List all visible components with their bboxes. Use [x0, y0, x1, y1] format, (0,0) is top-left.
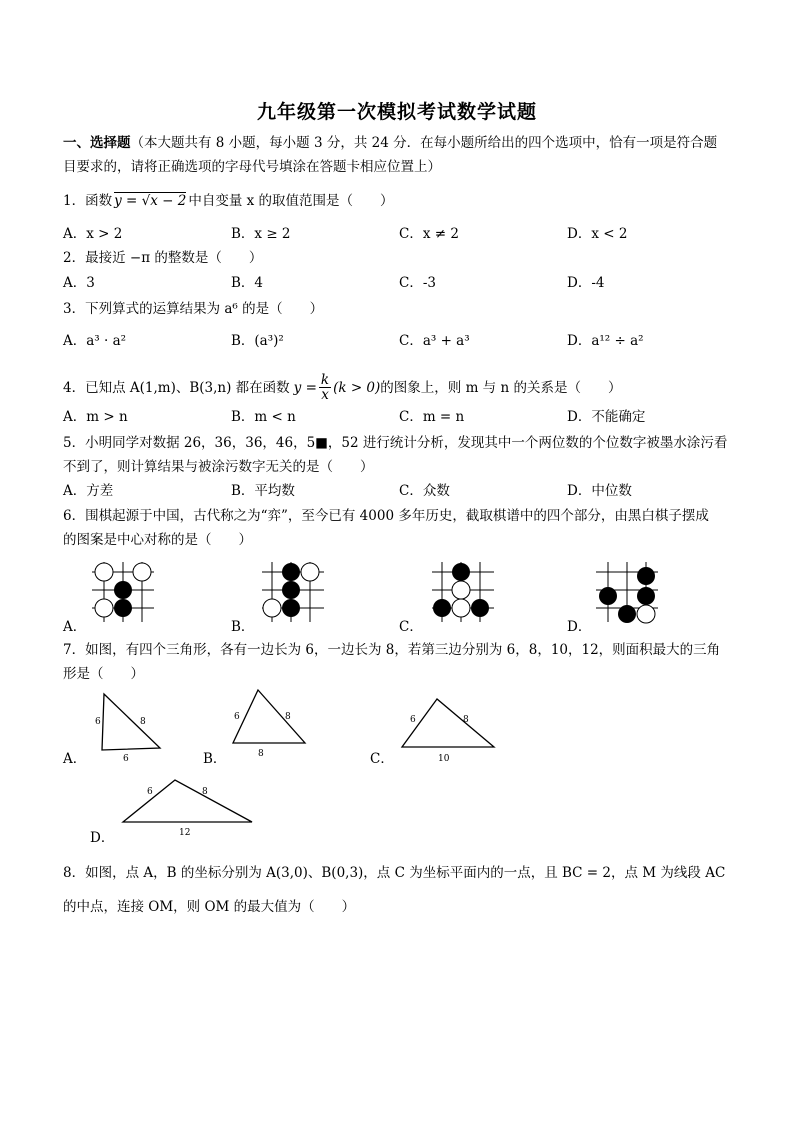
q4-formula-tail: (k > 0)	[333, 379, 381, 396]
q2-option-a: A．3	[63, 275, 95, 291]
question-8-line2: 的中点，连接 OM，则 OM 的最大值为（ ）	[63, 899, 356, 915]
section-intro-line1: （本大题共有 8 小题，每小题 3 分，共 24 分．在每小题所给出的四个选项中，恰有一项是符合题	[130, 135, 718, 151]
question-2: 2．最接近 −π 的整数是（ ）	[63, 250, 263, 266]
q6-option-a: A．	[63, 619, 87, 635]
triangle-c-left-label: 6	[410, 715, 416, 725]
q5-option-a: A．方差	[63, 483, 114, 499]
go-board-c	[428, 560, 498, 624]
q6-option-d: D．	[567, 619, 592, 635]
q7-option-c: C．	[370, 751, 394, 767]
question-3: 3．下列算式的运算结果为 a⁶ 的是（ ）	[63, 301, 324, 317]
q3-option-b: B．(a³)²	[231, 333, 284, 349]
question-5-line1: 5．小明同学对数据 26，36，36，46，5■，52 进行统计分析，发现其中一个两位数的个位数字被墨水涂污看	[63, 435, 728, 451]
question-7-line1: 7．如图，有四个三角形，各有一边长为 6，一边长为 8，若第三边分别为 6，8，10，12，则面积最大的三角	[63, 642, 721, 658]
q4-option-c: C．m = n	[399, 409, 465, 425]
q3-option-c: C．a³ + a³	[399, 333, 470, 349]
triangle-b-right-label: 8	[285, 712, 291, 722]
q5-option-d: D．中位数	[567, 483, 632, 499]
q2-option-c: C．-3	[399, 275, 436, 291]
q5-option-c: C．众数	[399, 483, 450, 499]
q7-option-b: B．	[203, 751, 227, 767]
triangle-d-base-label: 12	[179, 828, 191, 838]
triangle-d	[115, 775, 260, 841]
go-board-a	[88, 560, 158, 624]
triangle-b	[225, 685, 315, 765]
q2-option-d: D．-4	[567, 275, 605, 291]
q4-frac-num: k	[320, 372, 330, 388]
triangle-c-right-label: 8	[463, 715, 469, 725]
q7-option-a: A．	[63, 751, 87, 767]
go-board-d	[592, 560, 662, 624]
triangle-a	[90, 688, 170, 768]
question-1	[63, 192, 394, 210]
question-4	[63, 373, 621, 402]
q3-option-d: D．a¹² ÷ a²	[567, 333, 644, 349]
q6-option-b: B．	[231, 619, 255, 635]
go-board-b	[258, 560, 328, 624]
q1-post: 中自变量 x 的取值范围是（ ）	[188, 193, 394, 209]
question-6-line2: 的图案是中心对称的是（ ）	[63, 532, 252, 548]
question-5-line2: 不到了，则计算结果与被涂污数字无关的是（ ）	[63, 459, 374, 475]
section-intro-line2: 目要求的，请将正确选项的字母代号填涂在答题卡相应位置上）	[63, 159, 441, 175]
triangle-d-right-label: 8	[202, 787, 208, 797]
q1-formula: y = √x − 2	[114, 193, 187, 209]
q1-option-b: B．x ≥ 2	[231, 226, 291, 242]
q4-formula-y: y =	[293, 379, 317, 396]
triangle-a-left-label: 6	[95, 717, 101, 727]
triangle-b-left-label: 6	[234, 712, 240, 722]
triangle-b-base-label: 8	[258, 749, 264, 759]
q4-post: 的图象上，则 m 与 n 的关系是（ ）	[380, 379, 622, 396]
triangle-a-right-label: 8	[140, 717, 146, 727]
section-intro	[63, 134, 717, 152]
section-heading: 一、选择题	[63, 135, 131, 151]
q1-option-c: C．x ≠ 2	[399, 226, 459, 242]
question-7-line2: 形是（ ）	[63, 666, 144, 682]
q1-option-d: D．x < 2	[567, 226, 628, 242]
q4-frac-den: x	[321, 387, 329, 403]
triangle-c-base-label: 10	[438, 754, 450, 764]
page-title: 九年级第一次模拟考试数学试题	[256, 101, 537, 123]
q3-option-a: A．a³ · a²	[63, 333, 127, 349]
q7-option-d: D．	[90, 830, 115, 846]
q4-option-a: A．m > n	[63, 409, 128, 425]
question-6-line1: 6．围棋起源于中国，古代称之为“弈”，至今已有 4000 多年历史，截取棋谱中的四个部分，由黑白棋子摆成	[63, 508, 709, 524]
q5-option-b: B．平均数	[231, 483, 295, 499]
triangle-c	[396, 695, 500, 770]
q6-option-c: C．	[399, 619, 423, 635]
triangle-d-left-label: 6	[147, 787, 153, 797]
q4-fraction	[319, 373, 331, 402]
q4-pre: 4．已知点 A(1,m)、B(3,n) 都在函数	[63, 379, 290, 396]
triangle-a-base-label: 6	[123, 754, 129, 764]
q1-option-a: A．x > 2	[63, 226, 123, 242]
q1-pre: 1．函数	[63, 193, 113, 209]
q4-option-d: D．不能确定	[567, 409, 646, 425]
q4-option-b: B．m < n	[231, 409, 296, 425]
q2-option-b: B．4	[231, 275, 264, 291]
question-8-line1: 8．如图，点 A，B 的坐标分别为 A(3,0)、B(0,3)，点 C 为坐标平面内的一点，且 BC = 2，点 M 为线段 AC	[63, 865, 726, 881]
